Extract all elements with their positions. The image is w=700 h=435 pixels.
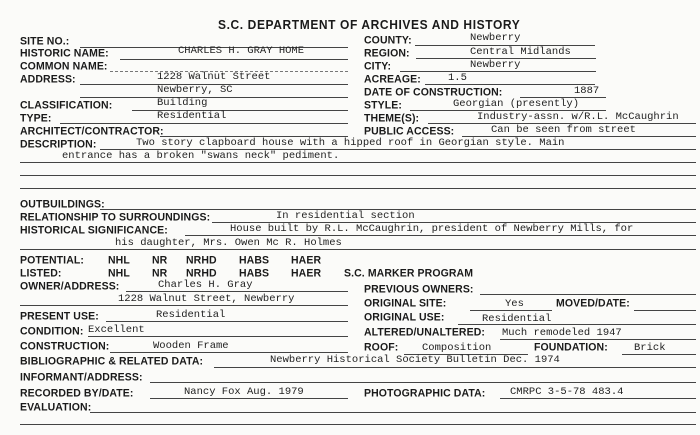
potential-label: POTENTIAL: — [20, 254, 84, 267]
architect-label: ARCHITECT/CONTRACTOR: — [20, 125, 164, 138]
recorded-by-value: Nancy Fox Aug. 1979 — [184, 386, 304, 398]
condition-label: CONDITION: — [20, 325, 84, 338]
listed-label: LISTED: — [20, 267, 62, 280]
owner-label: OWNER/ADDRESS: — [20, 280, 120, 293]
moved-date-label: MOVED/DATE: — [556, 297, 630, 310]
description-line-2: entrance has a broken "swans neck" pediment. — [62, 150, 340, 162]
foundation-label: FOUNDATION: — [534, 341, 608, 354]
original-use-label: ORIGINAL USE: — [364, 311, 445, 324]
roof-value: Composition — [422, 342, 492, 354]
description-rule-2 — [20, 162, 696, 163]
potential-nr: NR — [152, 254, 168, 267]
evaluation-label: EVALUATION: — [20, 401, 92, 414]
significance-rule-1 — [185, 235, 696, 236]
photographic-data-value: CMRPC 3-5-78 483.4 — [510, 386, 624, 398]
moved-date-line — [634, 310, 696, 311]
owner-value-2: 1228 Walnut Street, Newberry — [118, 293, 295, 305]
altered-label: ALTERED/UNALTERED: — [364, 326, 485, 339]
address-line-2 — [80, 97, 348, 98]
foundation-value: Brick — [634, 342, 666, 354]
acreage-line — [425, 84, 595, 85]
significance-line-1: House built by R.L. McCaughrin, president of Newberry Mills, for — [230, 223, 634, 235]
potential-habs: HABS — [239, 254, 270, 267]
address-label: ADDRESS: — [20, 73, 76, 86]
previous-owners-line — [480, 294, 696, 295]
type-line — [60, 123, 348, 124]
significance-label: HISTORICAL SIGNIFICANCE: — [20, 224, 168, 237]
altered-line — [500, 339, 696, 340]
condition-line — [88, 336, 348, 337]
county-value: Newberry — [470, 32, 521, 44]
informant-label: INFORMANT/ADDRESS: — [20, 371, 143, 384]
evaluation-line — [90, 412, 696, 413]
listed-haer: HAER — [291, 267, 322, 280]
county-label: COUNTY: — [364, 34, 412, 47]
photographic-data-line — [500, 398, 696, 399]
classification-value: Building — [157, 97, 208, 109]
condition-value: Excellent — [88, 324, 145, 336]
listed-nr: NR — [152, 267, 168, 280]
listed-nhl: NHL — [108, 267, 130, 280]
relationship-value: In residential section — [276, 210, 415, 222]
previous-owners-label: PREVIOUS OWNERS: — [364, 283, 474, 296]
classification-label: CLASSIFICATION: — [20, 99, 113, 112]
roof-label: ROOF: — [364, 341, 399, 354]
owner-value: Charles H. Gray — [158, 279, 253, 291]
acreage-value: 1.5 — [448, 72, 467, 84]
region-value: Central Midlands — [470, 46, 571, 58]
public-access-value: Can be seen from street — [491, 124, 636, 136]
form-title: S.C. DEPARTMENT OF ARCHIVES AND HISTORY — [218, 16, 521, 33]
present-use-label: PRESENT USE: — [20, 310, 99, 323]
owner-line-2 — [20, 305, 348, 306]
date-construction-label: DATE OF CONSTRUCTION: — [364, 86, 503, 99]
public-access-label: PUBLIC ACCESS: — [364, 125, 455, 138]
construction-line — [110, 352, 348, 353]
potential-nrhd: NRHD — [186, 254, 217, 267]
photographic-data-label: PHOTOGRAPHIC DATA: — [364, 387, 486, 400]
recorded-by-label: RECORDED BY/DATE: — [20, 387, 134, 400]
original-site-label: ORIGINAL SITE: — [364, 297, 447, 310]
bibliographic-line — [214, 367, 696, 368]
address-value-2: Newberry, SC — [157, 84, 233, 96]
description-rule-4 — [20, 188, 696, 189]
original-site-line — [470, 310, 552, 311]
style-label: STYLE: — [364, 99, 402, 112]
construction-label: CONSTRUCTION: — [20, 340, 110, 353]
historic-name-line — [120, 59, 348, 60]
original-use-line — [458, 324, 696, 325]
recorded-by-line — [150, 398, 348, 399]
present-use-line — [106, 321, 348, 322]
type-label: TYPE: — [20, 112, 52, 125]
date-construction-value: 1887 — [574, 85, 600, 97]
address-value: 1228 Walnut Street — [157, 71, 271, 83]
foundation-line — [622, 354, 696, 355]
city-line — [400, 71, 596, 72]
significance-line-2: his daughter, Mrs. Owen Mc R. Holmes — [115, 237, 342, 249]
construction-value: Wooden Frame — [153, 340, 229, 352]
region-label: REGION: — [364, 47, 410, 60]
description-label: DESCRIPTION: — [20, 138, 97, 151]
style-value: Georgian (presently) — [453, 98, 580, 110]
city-label: CITY: — [364, 60, 392, 73]
evaluation-line-2 — [20, 424, 696, 425]
themes-value: Industry-assn. w/R.L. McCaughrin — [477, 111, 679, 123]
description-line-1: Two story clapboard house with a hipped roof in Georgian style. Main — [136, 137, 565, 149]
city-value: Newberry — [470, 59, 521, 71]
bibliographic-label: BIBLIOGRAPHIC & RELATED DATA: — [20, 355, 204, 368]
significance-rule-2 — [20, 249, 696, 250]
owner-line — [126, 291, 348, 292]
potential-nhl: NHL — [108, 254, 130, 267]
historic-name-value: CHARLES H. GRAY HOME — [178, 45, 305, 57]
marker-program-label: S.C. MARKER PROGRAM — [344, 267, 474, 280]
original-site-value: Yes — [505, 298, 524, 310]
common-name-label: COMMON NAME: — [20, 60, 108, 73]
site-no-label: SITE NO.: — [20, 35, 70, 48]
description-rule-3 — [20, 175, 696, 176]
listed-nrhd: NRHD — [186, 267, 217, 280]
informant-line — [150, 382, 696, 383]
relationship-label: RELATIONSHIP TO SURROUNDINGS: — [20, 211, 211, 224]
potential-haer: HAER — [291, 254, 322, 267]
themes-label: THEME(S): — [364, 112, 420, 125]
original-use-value: Residential — [482, 313, 552, 325]
altered-value: Much remodeled 1947 — [502, 327, 622, 339]
present-use-value: Residential — [156, 309, 226, 321]
historic-name-label: HISTORIC NAME: — [20, 47, 109, 60]
listed-habs: HABS — [239, 267, 270, 280]
type-value: Residential — [157, 110, 227, 122]
outbuildings-label: OUTBUILDINGS: — [20, 198, 105, 211]
bibliographic-value: Newberry Historical Society Bulletin Dec. 1974 — [270, 354, 560, 366]
acreage-label: ACREAGE: — [364, 73, 421, 86]
